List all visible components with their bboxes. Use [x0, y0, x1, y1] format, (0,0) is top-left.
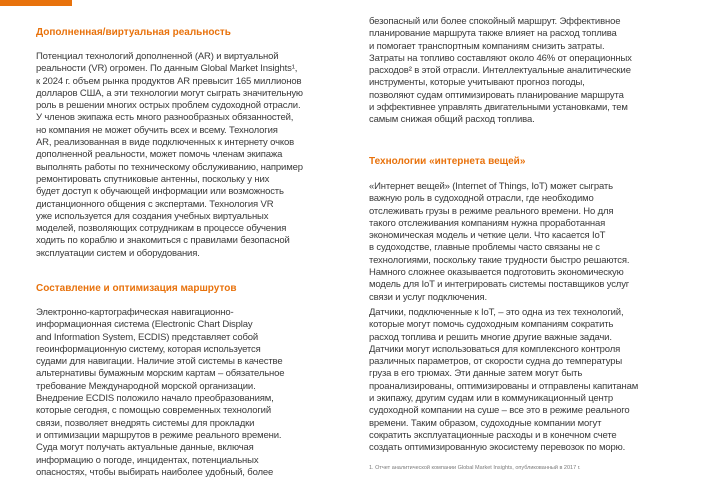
paragraph-ar-vr: Потенциал технологий дополненной (AR) и виртуальной реальности (VR) огромен. По данным Global Market Insights¹, к 2024 г. объем рынка продуктов AR превысит 165 миллионов долларов США, а эти технологии могут сыграть значительную роль в решении многих острых проблем судоходной отрасли. У членов экипажа есть много разнообразных обязанностей, но компания не может обучить всех и всему. Технология AR, реализованная в виде подключенных к интернету очков дополненной реальности, может помочь членам экипажа выполнять работы по техническому обслуживанию, например ремонтировать спутниковые антенны, поскольку у них будет доступ к обучающей информации или возможность дистанционного общения с экспертами. Технология VR уже используется для создания учебных виртуальных моделей, позволяющих сотрудникам в процессе обучения ходить по кораблю и знакомиться с правилами безопасной эксплуатации систем и оборудования. — [36, 51, 303, 259]
accent-bar — [0, 0, 72, 6]
paragraph-route-continued: безопасный или более спокойный маршрут. Эффективное планирование маршрута также влияет на расход топлива и помогает транспортным компаниям снизить затраты. Затраты на топливо составляют около 46% от операционных расходов² в этой отрасли. Интеллектуальные аналитические инструменты, которые учитывают прогноз погоды, позволяют судам оптимизировать планирование маршрута и эффективнее управлять двигательными установками, тем самым снижая общий расход топлива. — [369, 16, 632, 126]
paragraph-iot-2: Датчики, подключенные к IoT, – это одна из тех технологий, которые могут помочь судоходным компаниям сократить расход топлива и решить многие другие важные задачи. Датчики могут использоваться для комплексного контроля различных параметров, от скорости судна до температуры груза в его трюмах. Эти данные затем могут быть проанализированы, оптимизированы и отправлены капитанам и экипажу, другим судам или в коммуникационный центр судоходной компании на суше – все это в режиме реального времени. Таким образом, судоходные компании могут сократить эксплуатационные расходы и в конечном счете создать оптимизированную экосистему перевозок по морю. — [369, 307, 639, 454]
paragraph-iot-1: «Интернет вещей» (Internet of Things, IoT) может сыграть важную роль в судоходной отрасли, где необходимо отслеживать грузы в режиме реального времени. Но для такого отслеживания компаниям нужна проработанная экономическая модель и четкие цели. Что касается IoT в судоходстве, главные проблемы часто связаны не с технологиями, поскольку такие трудности быстро решаются. Намного сложнее оказывается подготовить экономическую модель для IoT и интегрировать системы поставщиков услуг связи и услуг подключения. — [369, 181, 630, 303]
heading-route-optimization: Составление и оптимизация маршрутов — [36, 283, 237, 294]
heading-ar-vr: Дополненная/виртуальная реальность — [36, 27, 231, 38]
paragraph-route-optimization: Электронно-картографическая навигационно- информационная система (Electronic Chart Display and Information System, ECDIS) представляет собой геоинформационную систему, которая используется судами для навигации. Наличие этой системы в качестве альтернативы бумажным морским картам – обязательное требование Международной морской организации. Внедрение ECDIS положило начало преобразованиям, которые сегодня, с помощью современных технологий связи, позволяет внедрять системы для прокладки и оптимизации маршрутов в режиме реального времени. Суда могут получать актуальные данные, включая информацию о погоде, инцидентах, потенциальных опасностях, чтобы выбирать наиболее удобный, более — [36, 307, 285, 478]
footnote: 1. Отчет аналитической компании Global Market Insights, опубликованный в 2017 г. — [369, 465, 581, 471]
heading-iot: Технологии «интернета вещей» — [369, 156, 526, 167]
